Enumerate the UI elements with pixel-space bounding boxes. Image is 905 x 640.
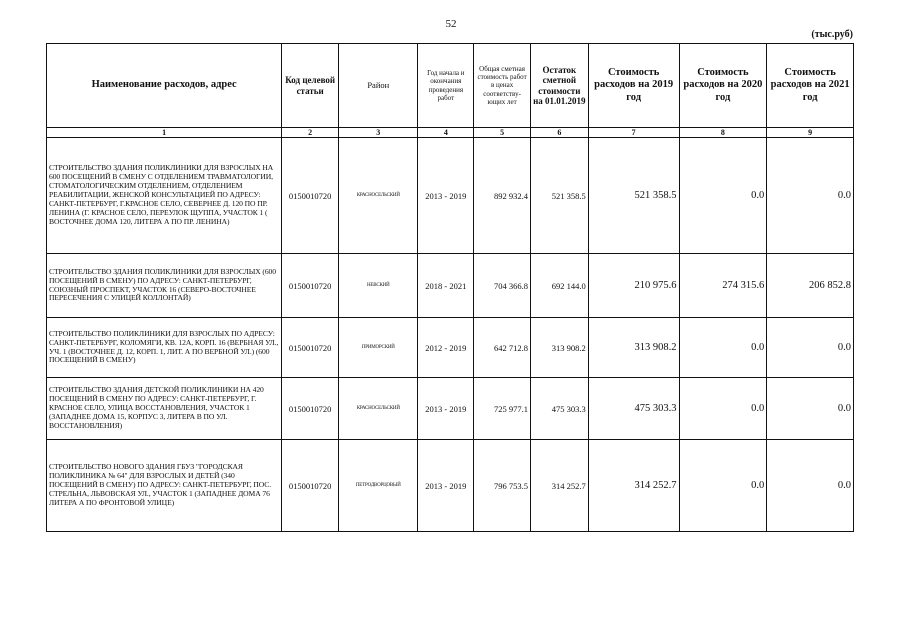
cost-2021: 206 852.8 xyxy=(767,254,854,318)
column-number: 4 xyxy=(418,128,474,138)
district: ПРИМОРСКИЙ xyxy=(339,318,418,378)
total-cost: 796 753.5 xyxy=(474,440,531,532)
cost-2021: 0.0 xyxy=(767,440,854,532)
header-remainder: Остаток сметной стоимости на 01.01.2019 xyxy=(530,44,588,128)
work-years: 2018 - 2021 xyxy=(418,254,474,318)
total-cost: 704 366.8 xyxy=(474,254,531,318)
work-years: 2013 - 2019 xyxy=(418,378,474,440)
remainder-cost: 521 358.5 xyxy=(530,138,588,254)
table-row xyxy=(47,378,854,440)
district: КРАСНОСЕЛЬСКИЙ xyxy=(339,378,418,440)
district: ПЕТРОДВОРЦОВЫЙ xyxy=(339,440,418,532)
table-row xyxy=(47,138,854,254)
budget-table xyxy=(46,43,854,532)
units-label: (тыс.руб) xyxy=(811,29,853,40)
header-district: Район xyxy=(339,44,418,128)
header-name: Наименование расходов, адрес xyxy=(47,44,282,128)
table-row xyxy=(47,440,854,532)
column-number: 5 xyxy=(474,128,531,138)
remainder-cost: 692 144.0 xyxy=(530,254,588,318)
target-code: 0150010720 xyxy=(282,138,339,254)
header-row xyxy=(47,44,854,128)
expense-name: СТРОИТЕЛЬСТВО ПОЛИКЛИНИКИ ДЛЯ ВЗРОСЛЫХ ПО АДРЕСУ: САНКТ-ПЕТЕРБУРГ, КОЛОМЯГИ, КВ. 12А, КОРП. 16 (ВЕРБНАЯ УЛ., УЧ. 1 (ВОСТОЧНЕЕ Д. 12, КОРП. 1, ЛИТ. А ПО ВЕРБНОЙ УЛ.) (600 ПОСЕЩЕНИЙ В СМЕНУ) xyxy=(47,318,282,378)
cost-2021: 0.0 xyxy=(767,318,854,378)
table-row xyxy=(47,254,854,318)
cost-2020: 0.0 xyxy=(679,440,767,532)
header-cost-2020: Стоимость расходов на 2020 год xyxy=(679,44,767,128)
expense-name: СТРОИТЕЛЬСТВО ЗДАНИЯ ДЕТСКОЙ ПОЛИКЛИНИКИ НА 420 ПОСЕЩЕНИЙ В СМЕНУ ПО АДРЕСУ: САНКТ-ПЕТЕРБУРГ, Г. КРАСНОЕ СЕЛО, УЛИЦА ВОССТАНОВЛЕНИЯ, УЧАСТОК 1 (ЗАПАДНЕЕ ДОМА 15, КОРПУС 3, ЛИТЕРА В ПО УЛ. ВОССТАНОВЛЕНИЯ) xyxy=(47,378,282,440)
total-cost: 642 712.8 xyxy=(474,318,531,378)
cost-2019: 314 252.7 xyxy=(588,440,679,532)
cost-2020: 0.0 xyxy=(679,138,767,254)
column-number: 1 xyxy=(47,128,282,138)
total-cost: 892 932.4 xyxy=(474,138,531,254)
column-number: 9 xyxy=(767,128,854,138)
target-code: 0150010720 xyxy=(282,440,339,532)
total-cost: 725 977.1 xyxy=(474,378,531,440)
expense-name: СТРОИТЕЛЬСТВО ЗДАНИЯ ПОЛИКЛИНИКИ ДЛЯ ВЗРОСЛЫХ (600 ПОСЕЩЕНИЙ В СМЕНУ) ПО АДРЕСУ: САНКТ-ПЕТЕРБУРГ, СОЮЗНЫЙ ПРОСПЕКТ, УЧАСТОК 16 (СЕВЕРО-ВОСТОЧНЕЕ ПЕРЕСЕЧЕНИЯ С УЛИЦЕЙ КОЛЛОНТАЙ) xyxy=(47,254,282,318)
column-number: 6 xyxy=(530,128,588,138)
header-years: Год начала и окончания проведения работ xyxy=(418,44,474,128)
header-total: Общая сметная стоимость работ в ценах соответству-ющих лет xyxy=(474,44,531,128)
header-cost-2019: Стоимость расходов на 2019 год xyxy=(588,44,679,128)
column-number: 7 xyxy=(588,128,679,138)
cost-2019: 475 303.3 xyxy=(588,378,679,440)
header-code: Код целевой статьи xyxy=(282,44,339,128)
column-number: 2 xyxy=(282,128,339,138)
district: НЕВСКИЙ xyxy=(339,254,418,318)
header-cost-2021: Стоимость расходов на 2021 год xyxy=(767,44,854,128)
table-row xyxy=(47,318,854,378)
column-number: 8 xyxy=(679,128,767,138)
cost-2021: 0.0 xyxy=(767,138,854,254)
work-years: 2012 - 2019 xyxy=(418,318,474,378)
cost-2021: 0.0 xyxy=(767,378,854,440)
work-years: 2013 - 2019 xyxy=(418,440,474,532)
remainder-cost: 475 303.3 xyxy=(530,378,588,440)
cost-2020: 274 315.6 xyxy=(679,254,767,318)
target-code: 0150010720 xyxy=(282,254,339,318)
cost-2020: 0.0 xyxy=(679,378,767,440)
column-number: 3 xyxy=(339,128,418,138)
cost-2020: 0.0 xyxy=(679,318,767,378)
column-number-row xyxy=(47,128,854,138)
page-number: 52 xyxy=(445,18,457,30)
remainder-cost: 313 908.2 xyxy=(530,318,588,378)
target-code: 0150010720 xyxy=(282,318,339,378)
district: КРАСНОСЕЛЬСКИЙ xyxy=(339,138,418,254)
cost-2019: 313 908.2 xyxy=(588,318,679,378)
remainder-cost: 314 252.7 xyxy=(530,440,588,532)
cost-2019: 521 358.5 xyxy=(588,138,679,254)
expense-name: СТРОИТЕЛЬСТВО НОВОГО ЗДАНИЯ ГБУЗ "ГОРОДСКАЯ ПОЛИКЛИНИКА № 64" ДЛЯ ВЗРОСЛЫХ И ДЕТЕЙ (340 ПОСЕЩЕНИЙ В СМЕНУ) ПО АДРЕСУ: САНКТ-ПЕТЕРБУРГ, ПОС. СТРЕЛЬНА, ЛЬВОВСКАЯ УЛ., УЧАСТОК 1 (ЗАПАДНЕЕ ДОМА 76 ЛИТЕРА А ПО ФРОНТОВОЙ УЛИЦЕ) xyxy=(47,440,282,532)
expense-name: СТРОИТЕЛЬСТВО ЗДАНИЯ ПОЛИКЛИНИКИ ДЛЯ ВЗРОСЛЫХ НА 600 ПОСЕЩЕНИЙ В СМЕНУ С ОТДЕЛЕНИЕМ ТРАВМАТОЛОГИИ, СТОМАТОЛОГИЧЕСКИМ ОТДЕЛЕНИЕМ, ОТДЕЛЕНИЕМ РЕАБИЛИТАЦИИ, ЖЕНСКОЙ КОНСУЛЬТАЦИЕЙ ПО АДРЕСУ: САНКТ-ПЕТЕРБУРГ, Г.КРАСНОЕ СЕЛО, СЕВЕРНЕЕ Д. 120 ПО ПР. ЛЕНИНА (Г. КРАСНОЕ СЕЛО, ПЕРЕУЛОК ЩУППА, УЧАСТОК 1 ( ВОСТОЧНЕЕ ДОМА 120, ЛИТЕРА А ПО ПР. ЛЕНИНА) xyxy=(47,138,282,254)
cost-2019: 210 975.6 xyxy=(588,254,679,318)
work-years: 2013 - 2019 xyxy=(418,138,474,254)
target-code: 0150010720 xyxy=(282,378,339,440)
